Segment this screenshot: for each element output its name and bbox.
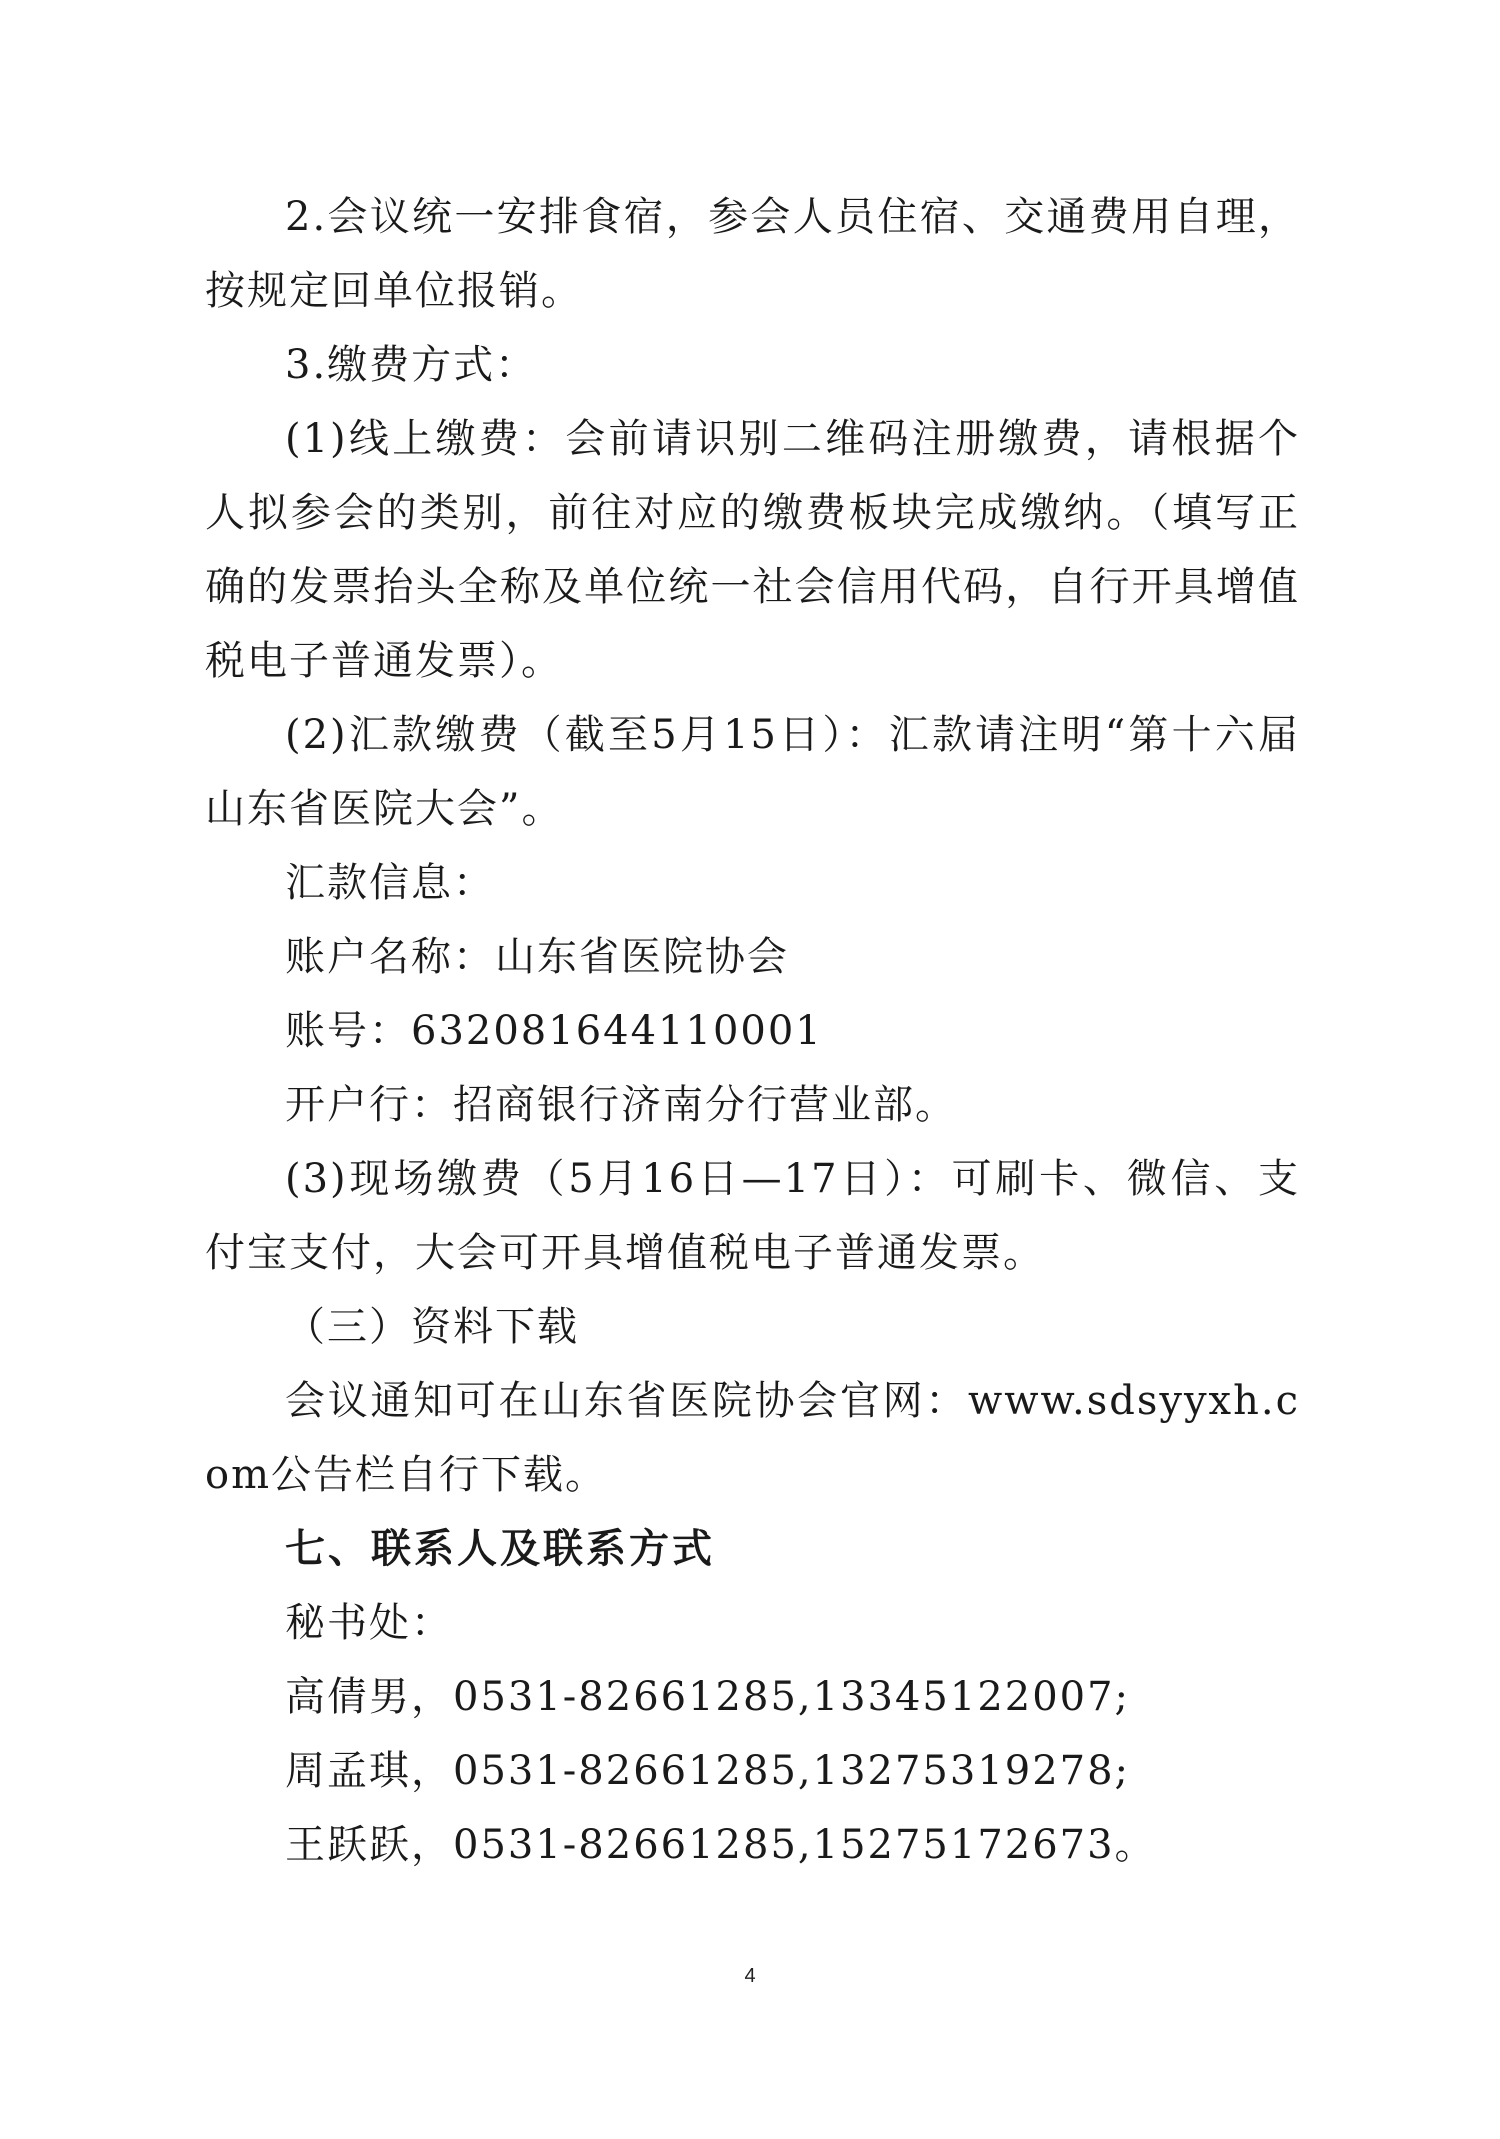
contact-entry: 周孟琪，0531-82661285,13275319278;: [285, 1748, 1131, 1794]
contact-entry: 高倩男，0531-82661285,13345122007;: [285, 1674, 1131, 1720]
paragraph-secretariat-label: 秘书处：: [285, 1600, 453, 1646]
section-heading-contacts: 七、联系人及联系方式: [285, 1526, 715, 1572]
paragraph-accommodation: 2.会议统一安排食宿，参会人员住宿、交通费用自理，按规定回单位报销。: [205, 194, 1300, 314]
paragraph-bank-branch: 开户行：招商银行济南分行营业部。: [285, 1082, 957, 1128]
paragraph-account-number: 账号：632081644110001: [285, 1008, 823, 1054]
paragraph-materials-download: 会议通知可在山东省医院协会官网：www.sdsyyxh.com公告栏自行下载。: [205, 1378, 1300, 1498]
paragraph-materials-download-title: （三）资料下载: [285, 1304, 579, 1350]
paragraph-payment-methods-title: 3.缴费方式：: [285, 342, 538, 388]
page-number: 4: [744, 1965, 756, 1987]
paragraph-remittance-info-label: 汇款信息：: [285, 860, 495, 906]
paragraph-onsite-payment: (3)现场缴费（5月16日—17日）：可刷卡、微信、支付宝支付，大会可开具增值税电子普通发票。: [205, 1156, 1300, 1276]
contact-entry: 王跃跃，0531-82661285,15275172673。: [285, 1822, 1157, 1868]
paragraph-remittance-payment: (2)汇款缴费（截至5月15日）：汇款请注明“第十六届山东省医院大会”。: [205, 712, 1300, 832]
paragraph-account-name: 账户名称：山东省医院协会: [285, 934, 789, 980]
paragraph-online-payment: (1)线上缴费：会前请识别二维码注册缴费，请根据个人拟参会的类别，前往对应的缴费板块完成缴纳。（填写正确的发票抬头全称及单位统一社会信用代码，自行开具增值税电子普通发票）。: [205, 416, 1300, 684]
document-body: [205, 180, 1300, 1882]
